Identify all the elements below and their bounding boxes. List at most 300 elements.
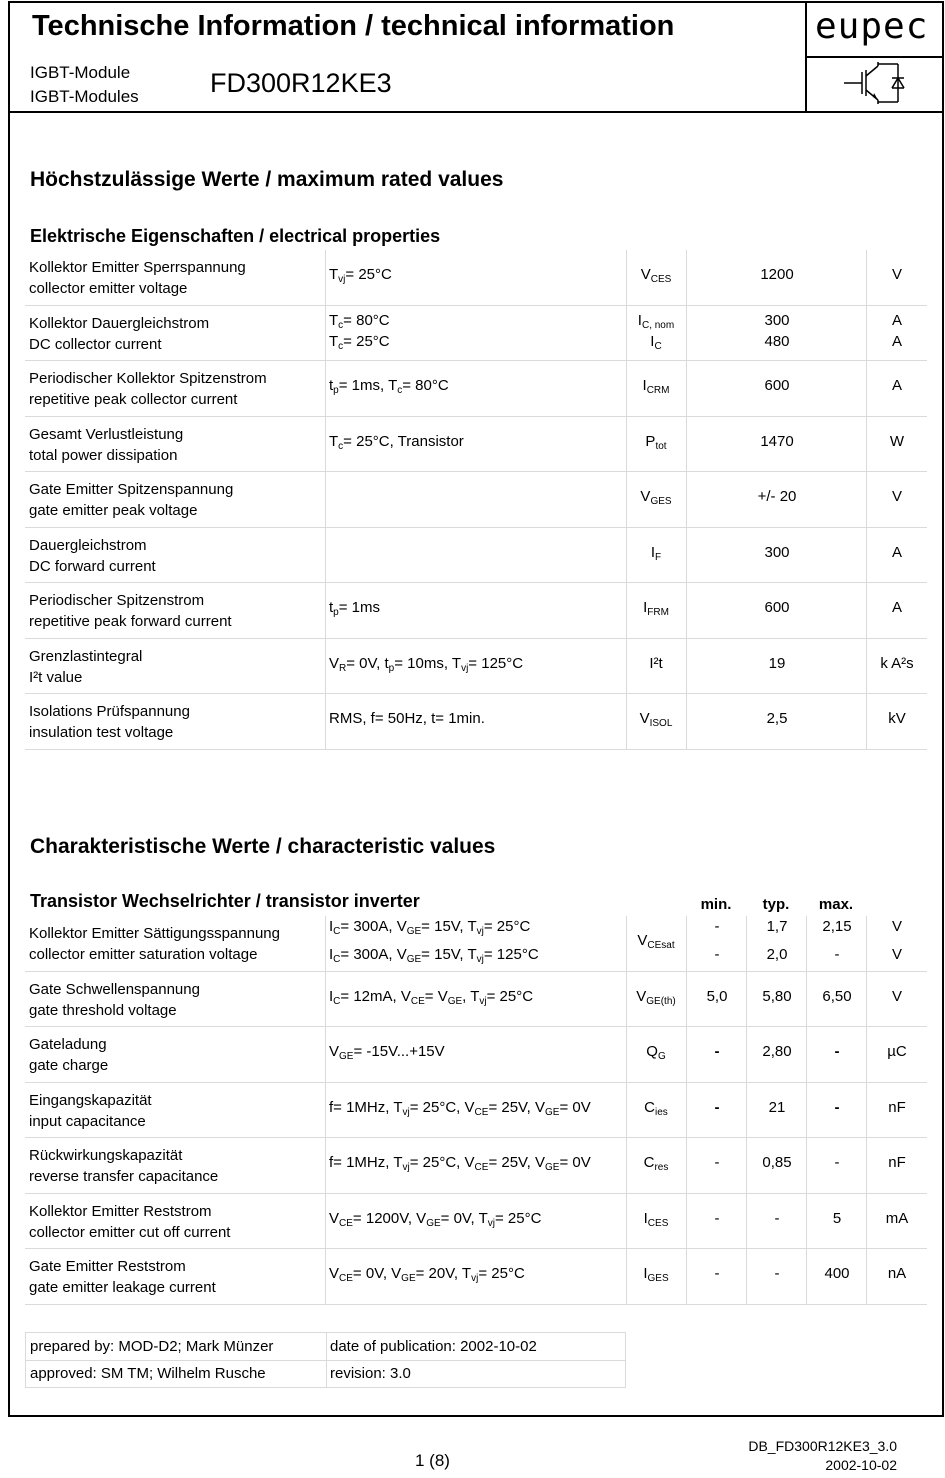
- document-code: DB_FD300R12KE3_3.0: [748, 1438, 897, 1454]
- typ-value: [747, 1263, 807, 1284]
- test-condition-line: $t_p= 1ms$: [329, 599, 380, 618]
- characteristic-row: [25, 1027, 927, 1083]
- subscript: C: [333, 995, 341, 1007]
- param-description: [29, 1090, 152, 1132]
- test-condition: [329, 653, 625, 674]
- column-divider: [325, 916, 326, 971]
- test-condition-line: $V_R= 0V$, $t_p= 10ms$, $T_{vj}= 125^\circ C$: [329, 654, 524, 674]
- subscript: vj: [479, 995, 487, 1007]
- rated-value-line: 300: [764, 543, 790, 561]
- unit-line: V: [891, 488, 902, 505]
- rated-value-line: 300: [764, 311, 790, 329]
- approval-col-divider: [326, 1333, 327, 1387]
- symbol-line: I²t: [649, 654, 663, 672]
- symbol-line: $I_{CES}$: [643, 1209, 669, 1229]
- unit-line: nF: [888, 1098, 906, 1116]
- max-value-line: 5: [832, 1209, 842, 1227]
- param-name-de: Kollektor Dauergleichstrom: [29, 314, 210, 332]
- param-description: [29, 535, 156, 577]
- symbol: [626, 1152, 686, 1173]
- subscript: p: [333, 385, 339, 396]
- rated-value: [687, 375, 867, 396]
- param-description: [29, 701, 190, 743]
- rated-value: [687, 653, 867, 674]
- param-description: [29, 1034, 108, 1076]
- column-divider: [325, 1027, 326, 1082]
- max-value: [807, 1041, 867, 1062]
- max-rated-row: [25, 472, 927, 528]
- typ-value: [747, 986, 807, 1007]
- subscript: vj: [476, 926, 484, 937]
- symbol-line: $I_C$: [650, 332, 662, 352]
- param-name-de: Dauergleichstrom: [29, 536, 147, 554]
- param-description: [29, 1201, 230, 1243]
- param-name-de: Grenzlastintegral: [29, 647, 143, 665]
- param-name-de: Periodischer Kollektor Spitzenstrom: [29, 370, 267, 387]
- brand-logo: eupec: [815, 6, 929, 47]
- subscript: ISOL: [649, 718, 673, 729]
- typ-value-line: -: [774, 1209, 780, 1227]
- publication-date: date of publication: 2002-10-02: [330, 1338, 537, 1355]
- param-description: [29, 313, 209, 355]
- param-name-de: Eingangskapazität: [29, 1091, 152, 1109]
- typ-value-line: -: [774, 1265, 780, 1282]
- min-value: [687, 1208, 747, 1229]
- module-type-de: IGBT-Module: [30, 63, 131, 82]
- subscript: CES: [650, 274, 672, 285]
- subscript: GES: [650, 496, 672, 507]
- subscript: CE: [474, 1106, 489, 1118]
- max-value: [807, 913, 867, 969]
- min-value-line: -: [714, 946, 720, 963]
- param-name-en: gate emitter peak voltage: [29, 502, 198, 519]
- max-rated-row: [25, 528, 927, 584]
- document-id: [748, 1437, 897, 1475]
- symbol: [626, 1041, 686, 1062]
- unit: [867, 653, 927, 674]
- symbol: [626, 930, 686, 951]
- unit: [867, 986, 927, 1007]
- unit: [867, 486, 927, 507]
- unit-line: V: [891, 266, 902, 283]
- subscript: c: [397, 385, 403, 396]
- test-condition-line: f= 1MHz, $T_{vj}= 25^\circ C$, $V_{CE}= 25V$, $V_{GE}= 0V$: [329, 1154, 591, 1173]
- subscript: vj: [338, 274, 346, 285]
- characteristic-row: [25, 1138, 927, 1194]
- min-value-line: -: [714, 1209, 720, 1227]
- symbol-line: $I_F$: [650, 543, 662, 563]
- max-value-line: -: [834, 946, 840, 963]
- symbol-line: $I_{GES}$: [643, 1265, 669, 1284]
- unit-line: V: [891, 987, 902, 1005]
- subscript: p: [388, 662, 395, 674]
- column-divider: [325, 972, 326, 1027]
- unit: [867, 542, 927, 563]
- min-value-line: -: [714, 1154, 720, 1171]
- typ-value-line: 5,80: [762, 987, 792, 1005]
- param-description: [29, 257, 246, 299]
- symbol-line: $P_{tot}$: [645, 432, 667, 452]
- unit-line: A: [891, 311, 902, 329]
- test-condition: [329, 708, 625, 729]
- typ-value: [747, 1152, 807, 1173]
- unit: [867, 1263, 927, 1284]
- column-divider: [325, 639, 326, 694]
- max-value-line: 6,50: [822, 987, 852, 1005]
- param-name-en: DC forward current: [29, 557, 156, 575]
- param-name-de: Gate Emitter Spitzenspannung: [29, 481, 234, 498]
- unit: [867, 375, 927, 396]
- unit: [867, 264, 927, 285]
- subscript: C: [333, 954, 341, 965]
- unit-line: k A²s: [880, 654, 914, 672]
- unit: [867, 431, 927, 452]
- characteristic-row: [25, 972, 927, 1028]
- column-divider: [325, 528, 326, 583]
- unit-line: kV: [888, 710, 906, 727]
- max-value: [807, 1152, 867, 1173]
- test-condition-line: $T_{vj}= 25^\circ C$: [329, 266, 392, 285]
- unit-line: A: [891, 599, 902, 616]
- module-type-en: IGBT-Modules: [30, 87, 139, 106]
- min-value-line: -: [714, 1043, 720, 1060]
- param-description: [29, 424, 183, 466]
- symbol: [626, 1097, 686, 1118]
- symbol: [626, 597, 686, 618]
- symbol-line: $V_{ISOL}$: [639, 710, 673, 729]
- param-name-en: reverse transfer capacitance: [29, 1168, 219, 1185]
- header-divider: [8, 111, 944, 113]
- max-value-line: 400: [824, 1265, 850, 1282]
- test-condition: [329, 264, 625, 285]
- param-name-en: total power dissipation: [29, 446, 178, 464]
- unit-line: nF: [888, 1154, 906, 1171]
- unit-line: V: [891, 918, 902, 935]
- unit: [867, 597, 927, 618]
- min-value: [687, 1097, 747, 1118]
- subscript: CE: [474, 1162, 489, 1173]
- subscript: c: [338, 340, 344, 352]
- symbol: [626, 653, 686, 674]
- column-divider: [325, 417, 326, 472]
- param-description: [29, 479, 233, 521]
- prepared-by: prepared by: MOD-D2; Mark Münzer: [30, 1338, 274, 1355]
- subscript: c: [338, 319, 344, 331]
- rated-value-line: 480: [764, 332, 790, 350]
- rated-value-line: +/- 20: [757, 488, 797, 505]
- electrical-properties-subtitle: Elektrische Eigenschaften / electrical properties: [30, 226, 441, 246]
- characteristic-row: [25, 916, 927, 972]
- param-name-de: Gate Schwellenspannung: [29, 980, 200, 998]
- col-max-header: max.: [818, 896, 854, 913]
- symbol-line: $C_{ies}$: [644, 1098, 668, 1118]
- test-condition: [329, 1041, 625, 1062]
- characteristic-row: [25, 1249, 927, 1305]
- column-divider: [325, 306, 326, 361]
- typ-value-line: 1,7: [766, 918, 788, 935]
- subscript: p: [333, 607, 339, 618]
- max-value: [807, 1097, 867, 1118]
- max-rated-row: [25, 250, 927, 306]
- rated-value-line: 1200: [760, 266, 794, 283]
- column-divider: [325, 583, 326, 638]
- rated-value: [687, 486, 867, 507]
- typ-value-line: 2,80: [762, 1043, 792, 1060]
- max-rated-row: [25, 694, 927, 750]
- subscript: CRM: [646, 385, 670, 396]
- unit-line: A: [891, 377, 902, 394]
- subscript: R: [339, 662, 347, 674]
- subscript: vj: [476, 954, 484, 965]
- test-condition-line: $V_{CE}= 0V$, $V_{GE}= 20V$, $T_{vj}= 25^\circ C$: [329, 1265, 525, 1284]
- min-value-line: -: [714, 918, 720, 935]
- param-description: [29, 923, 280, 965]
- param-name-de: Periodischer Spitzenstrom: [29, 592, 205, 609]
- param-name-en: repetitive peak forward current: [29, 613, 232, 630]
- subscript: GE(th): [646, 995, 676, 1007]
- param-name-en: collector emitter voltage: [29, 280, 188, 297]
- max-rated-title: Höchstzulässige Werte / maximum rated values: [30, 168, 504, 191]
- symbol-line: $V_{CES}$: [640, 266, 672, 285]
- symbol-line: $C_{res}$: [643, 1154, 669, 1173]
- approval-table: [25, 1332, 626, 1388]
- min-value: [687, 986, 747, 1007]
- characteristic-row: [25, 1194, 927, 1250]
- rated-value-line: 1470: [760, 432, 794, 450]
- max-value-line: -: [834, 1043, 840, 1060]
- typ-value-line: 21: [768, 1098, 786, 1116]
- typ-value-line: 2,0: [766, 946, 788, 963]
- unit-line: W: [889, 432, 905, 450]
- subscript: GE: [426, 1217, 441, 1229]
- subscript: CE: [339, 1273, 353, 1284]
- subscript: c: [338, 440, 344, 452]
- symbol: [626, 542, 686, 563]
- unit: [867, 1152, 927, 1173]
- max-value-line: 2,15: [822, 918, 852, 935]
- subscript: F: [655, 551, 662, 563]
- param-name-en: insulation test voltage: [29, 724, 174, 741]
- test-condition-line: $t_p= 1ms$, $T_c= 80^\circ C$: [329, 377, 449, 396]
- param-name-de: Kollektor Emitter Sperrspannung: [29, 259, 246, 276]
- subscript: ies: [655, 1106, 668, 1118]
- test-condition: [329, 1208, 625, 1229]
- document-date: 2002-10-02: [825, 1457, 897, 1473]
- rated-value: [687, 431, 867, 452]
- test-condition: [329, 431, 625, 452]
- column-divider: [325, 250, 326, 305]
- logo-divider: [805, 56, 944, 58]
- min-value-line: -: [714, 1265, 720, 1282]
- column-divider: [325, 1249, 326, 1304]
- subscript: GE: [545, 1162, 560, 1173]
- column-divider: [325, 361, 326, 416]
- test-condition-line: $I_C= 300A$, $V_{GE}= 15V$, $T_{vj}= 125^\circ C$: [329, 946, 539, 965]
- test-condition: [329, 986, 625, 1007]
- subscript: vj: [487, 1217, 495, 1229]
- unit-line: nA: [887, 1265, 907, 1282]
- rated-value: [687, 708, 867, 729]
- param-description: [29, 979, 200, 1021]
- param-description: [29, 646, 142, 688]
- subscript: vj: [402, 1162, 410, 1173]
- symbol: [626, 310, 686, 352]
- param-name-de: Rückwirkungskapazität: [29, 1147, 183, 1164]
- test-condition-line: $T_c= 80^\circ C$: [329, 311, 390, 331]
- col-typ-header: typ.: [762, 896, 790, 913]
- max-value: [807, 986, 867, 1007]
- param-name-en: gate emitter leakage current: [29, 1279, 216, 1296]
- rated-value: [687, 310, 867, 352]
- unit: [867, 708, 927, 729]
- min-value: [687, 1041, 747, 1062]
- min-value: [687, 1152, 747, 1173]
- param-name-de: Gateladung: [29, 1036, 107, 1053]
- transistor-inverter-subtitle: Transistor Wechselrichter / transistor inverter: [30, 891, 420, 911]
- test-condition-line: $V_{GE}= -15V...+15V$: [329, 1043, 445, 1062]
- symbol-line: $I_{CRM}$: [642, 377, 670, 396]
- unit: [867, 1208, 927, 1229]
- subscript: CEsat: [647, 940, 675, 951]
- test-condition: [329, 913, 625, 969]
- param-description: [29, 1145, 218, 1187]
- symbol-line: $I_{C, nom}$: [637, 311, 675, 331]
- test-condition-line: RMS, f= 50Hz, t= 1min.: [329, 710, 485, 727]
- subscript: GES: [647, 1273, 669, 1284]
- column-divider: [325, 1138, 326, 1193]
- test-condition-line: $I_C= 300A$, $V_{GE}= 15V$, $T_{vj}= 25^\circ C$: [329, 918, 531, 937]
- unit-line: A: [891, 332, 902, 350]
- rated-value-line: 19: [768, 654, 786, 672]
- column-divider: [325, 694, 326, 749]
- param-description: [29, 368, 267, 410]
- typ-value-line: 0,85: [762, 1154, 792, 1171]
- param-name-en: input capacitance: [29, 1112, 146, 1130]
- subscript: GE: [401, 1273, 416, 1284]
- max-rated-row: [25, 639, 927, 695]
- subscript: CES: [647, 1217, 669, 1229]
- igbt-symbol-icon: [840, 60, 910, 111]
- characteristic-title: Charakteristische Werte / characteristic values: [30, 835, 496, 858]
- max-value: [807, 1208, 867, 1229]
- max-rated-row: [25, 417, 927, 473]
- param-name-de: Gesamt Verlustleistung: [29, 425, 184, 443]
- subscript: C, nom: [641, 319, 675, 331]
- subscript: FRM: [647, 607, 669, 618]
- max-value: [807, 1263, 867, 1284]
- unit-line: A: [891, 543, 902, 561]
- param-description: [29, 590, 232, 632]
- typ-value: [747, 1097, 807, 1118]
- typ-value: [747, 1041, 807, 1062]
- page-number: 1 (8): [415, 1451, 450, 1470]
- subscript: CE: [339, 1217, 353, 1229]
- subscript: C: [333, 926, 341, 937]
- max-rated-row: [25, 583, 927, 639]
- max-value-line: -: [834, 1154, 840, 1171]
- unit-line: mA: [885, 1209, 909, 1227]
- column-divider: [325, 1194, 326, 1249]
- symbol: [626, 264, 686, 285]
- unit: [867, 1041, 927, 1062]
- test-condition-line: $T_c= 25^\circ C$, Transistor: [329, 432, 464, 452]
- test-condition: [329, 310, 625, 352]
- subscript: GE: [406, 926, 422, 937]
- rated-value: [687, 597, 867, 618]
- symbol: [626, 486, 686, 507]
- typ-value: [747, 913, 807, 969]
- characteristic-row: [25, 1083, 927, 1139]
- column-divider: [325, 472, 326, 527]
- param-name-de: Isolations Prüfspannung: [29, 703, 190, 720]
- subscript: GE: [339, 1051, 354, 1062]
- symbol: [626, 431, 686, 452]
- symbol-line: $V_{CEsat}$: [637, 932, 675, 951]
- subscript: tot: [655, 440, 667, 452]
- unit-line: µC: [887, 1043, 907, 1060]
- part-number: FD300R12KE3: [210, 68, 392, 98]
- test-condition-line: $V_{CE}= 1200V$, $V_{GE}= 0V$, $T_{vj}= 25^\circ C$: [329, 1209, 542, 1229]
- test-condition-line: $I_C= 12mA$, $V_{CE}= V_{GE}$, $T_{vj}= 25^\circ C$: [329, 987, 534, 1007]
- symbol: [626, 375, 686, 396]
- min-value: [687, 913, 747, 969]
- param-description: [29, 1256, 216, 1298]
- max-rated-row: [25, 306, 927, 362]
- subscript: C: [654, 340, 662, 352]
- test-condition: [329, 597, 625, 618]
- subscript: G: [657, 1051, 666, 1062]
- subscript: CE: [410, 995, 425, 1007]
- symbol-line: $V_{GES}$: [640, 488, 672, 507]
- rated-value: [687, 264, 867, 285]
- param-name-en: repetitive peak collector current: [29, 391, 238, 408]
- page-title: Technische Information / technical information: [32, 10, 675, 42]
- subscript: vj: [471, 1273, 479, 1284]
- rated-value: [687, 542, 867, 563]
- param-name-de: Kollektor Emitter Sättigungsspannung: [29, 925, 280, 942]
- test-condition: [329, 1152, 625, 1173]
- col-min-header: min.: [700, 896, 732, 913]
- approved-by: approved: SM TM; Wilhelm Rusche: [30, 1365, 266, 1382]
- symbol: [626, 708, 686, 729]
- max-value-line: -: [834, 1098, 840, 1116]
- unit: [867, 913, 927, 969]
- column-divider: [325, 1083, 326, 1138]
- unit-line: V: [891, 946, 902, 963]
- min-value: [687, 1263, 747, 1284]
- param-name-en: collector emitter cut off current: [29, 1223, 231, 1241]
- unit: [867, 310, 927, 352]
- rated-value-line: 600: [764, 377, 790, 394]
- test-condition: [329, 1097, 625, 1118]
- test-condition: [329, 375, 625, 396]
- param-name-en: gate charge: [29, 1057, 109, 1074]
- param-name-de: Gate Emitter Reststrom: [29, 1258, 186, 1275]
- subscript: GE: [545, 1106, 560, 1118]
- revision: revision: 3.0: [330, 1365, 411, 1382]
- test-condition-line: $T_c= 25^\circ C$: [329, 332, 390, 352]
- symbol-line: $V_{GE(th)}$: [636, 987, 676, 1007]
- max-rated-row: [25, 361, 927, 417]
- typ-value: [747, 1208, 807, 1229]
- symbol: [626, 1208, 686, 1229]
- subscript: res: [654, 1162, 669, 1173]
- param-name-de: Kollektor Emitter Reststrom: [29, 1202, 212, 1220]
- test-condition-line: f= 1MHz, $T_{vj}= 25^\circ C$, $V_{CE}= 25V$, $V_{GE}= 0V$: [329, 1098, 591, 1118]
- subscript: vj: [461, 662, 469, 674]
- min-value-line: 5,0: [706, 987, 728, 1005]
- subscript: GE: [447, 995, 463, 1007]
